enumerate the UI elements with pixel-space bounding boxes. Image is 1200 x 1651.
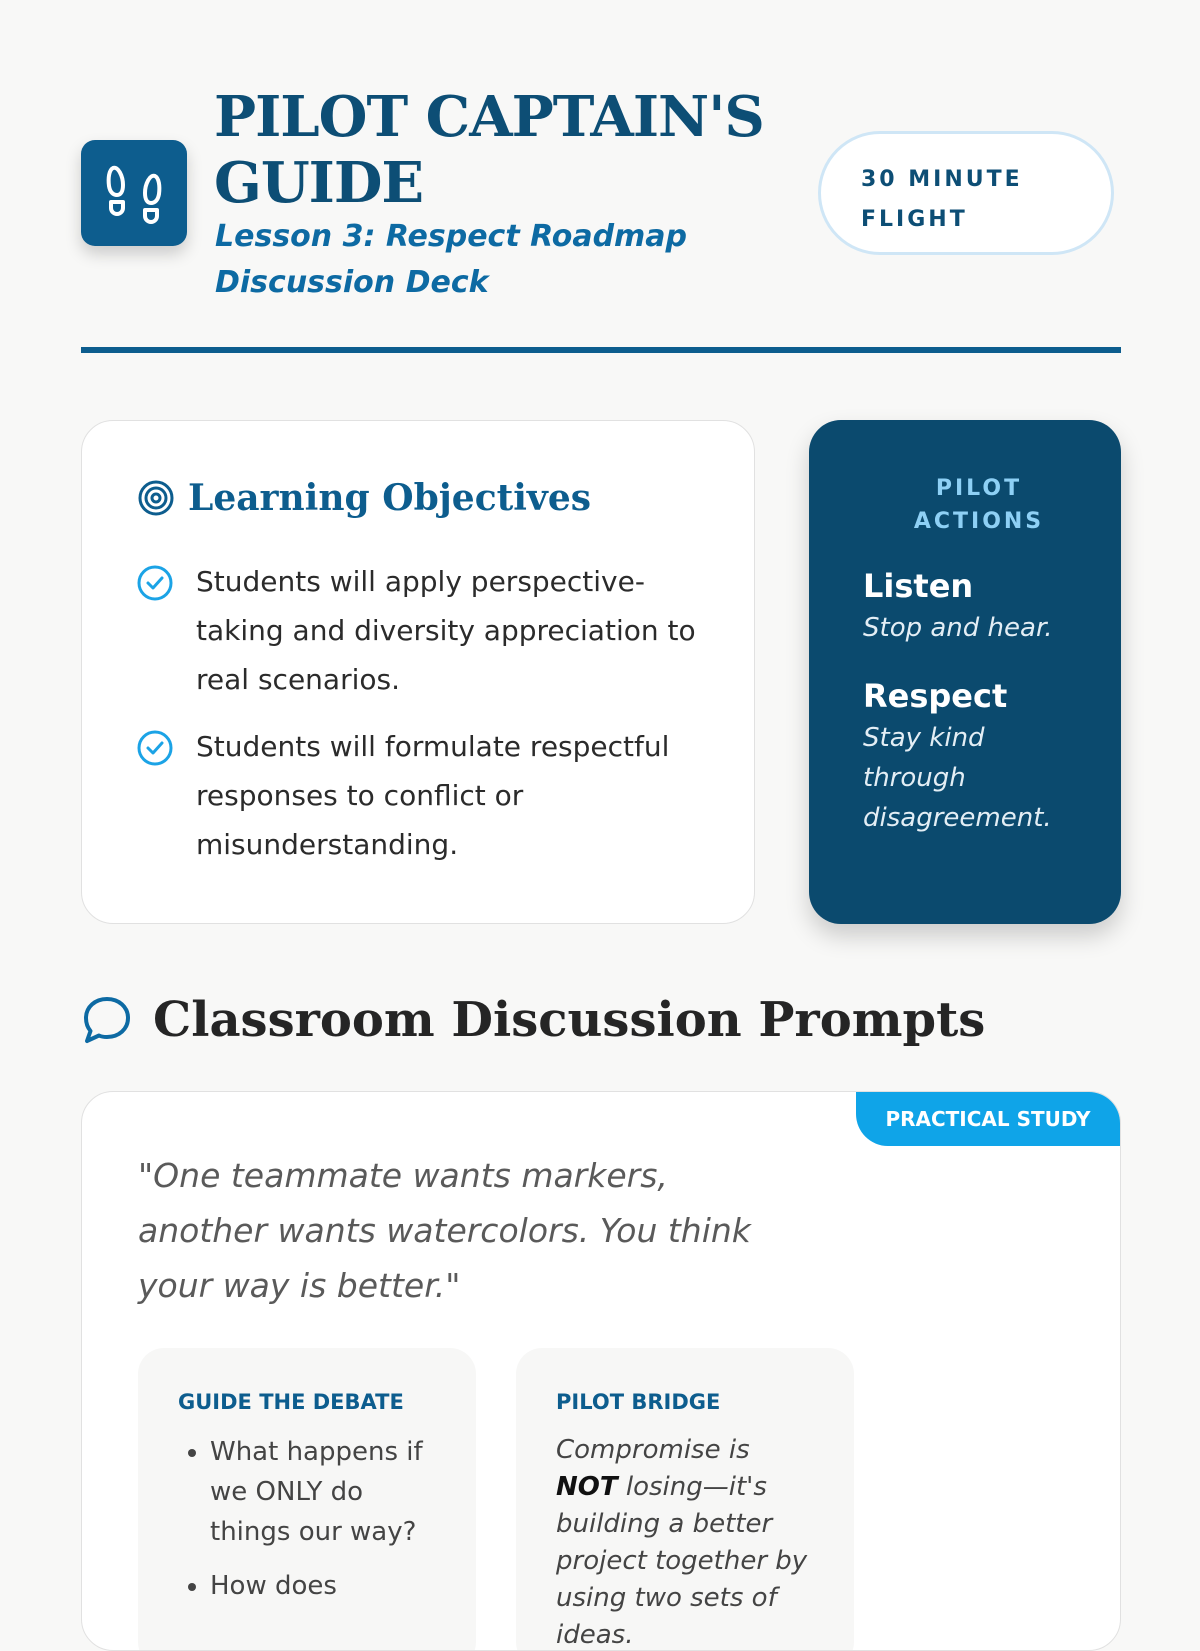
- guide-label: GUIDE THE DEBATE: [178, 1390, 404, 1414]
- page-subtitle: Lesson 3: Respect Roadmap Discussion Deck: [215, 219, 688, 300]
- check-circle-icon: [136, 729, 174, 767]
- guide-item: • How does: [210, 1566, 438, 1606]
- pilot-bridge-box: [516, 1348, 854, 1651]
- action-desc-listen: Stop and hear.: [863, 613, 1053, 643]
- objective-text: Students will apply perspective-taking and diversity appreciation to real scenarios.: [196, 565, 696, 696]
- objective-item: [136, 557, 696, 704]
- footprints-icon: [105, 162, 163, 224]
- discussion-title: Classroom Discussion Prompts: [153, 992, 986, 1048]
- objective-text: Students will formulate respectful responses to conflict or misunderstanding.: [196, 730, 670, 861]
- guide-the-debate-box: [138, 1348, 476, 1651]
- objectives-header: [136, 477, 591, 519]
- pilot-actions-heading: PILOT ACTIONS: [913, 476, 1045, 534]
- objectives-list: [136, 557, 696, 887]
- guide-item: • What happens if we ONLY do things our way?: [210, 1432, 438, 1552]
- guide-list: [178, 1432, 438, 1606]
- objective-item: [136, 722, 696, 869]
- objectives-title: Learning Objectives: [188, 477, 592, 519]
- duration-badge-label: 30 MINUTE FLIGHT: [861, 167, 1023, 232]
- bridge-text-start: Compromise is: [556, 1435, 750, 1465]
- header-divider: [81, 347, 1121, 353]
- bridge-emphasis: NOT: [556, 1472, 618, 1502]
- practical-study-card: [81, 1091, 1121, 1651]
- target-icon: [136, 478, 176, 518]
- bridge-text: [556, 1432, 816, 1651]
- duration-badge: [818, 131, 1114, 255]
- scenario-quote: "One teammate wants markers, another wants watercolors. You think your way is better.": [138, 1156, 751, 1305]
- practical-study-tag: PRACTICAL STUDY: [856, 1092, 1120, 1146]
- pilot-actions-panel: [809, 420, 1121, 924]
- chat-bubble-icon: [81, 994, 133, 1046]
- check-circle-icon: [136, 564, 174, 602]
- action-title-respect: Respect: [863, 677, 1008, 715]
- learning-objectives-card: [81, 420, 755, 924]
- action-title-listen: Listen: [863, 567, 974, 605]
- logo: [81, 140, 187, 246]
- bridge-text-end: losing—it's building a better project together by using two sets of ideas.: [556, 1472, 808, 1650]
- bridge-label: PILOT BRIDGE: [556, 1390, 721, 1414]
- action-desc-respect: Stay kind through disagreement.: [863, 723, 1052, 833]
- discussion-header: [81, 992, 985, 1048]
- page-title: PILOT CAPTAIN'S GUIDE: [214, 84, 764, 216]
